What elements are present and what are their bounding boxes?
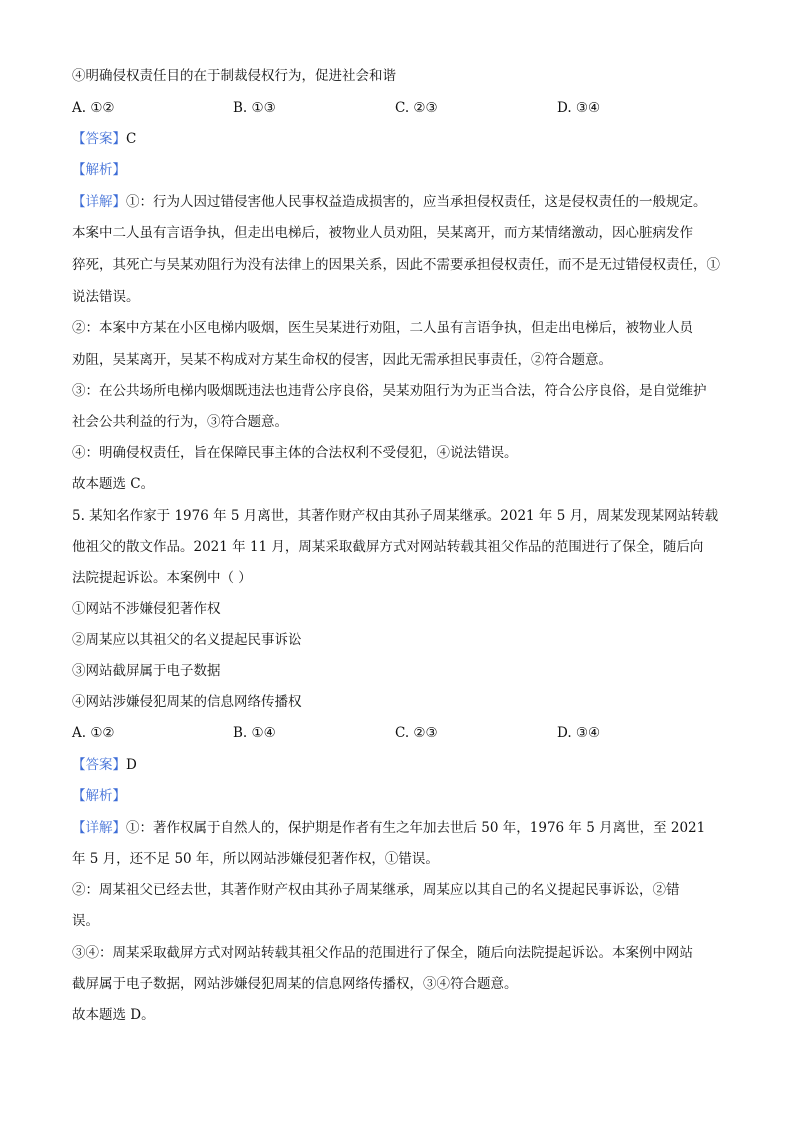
q5-stem-line-1: 5. 某知名作家于 1976 年 5 月离世，其著作财产权由其孙子周某继承。2021 年 5 月，周某发现某网站转载 — [72, 508, 719, 524]
detail-tag: 【详解】 — [72, 194, 126, 210]
q5-detail-line-1: 【详解】①：著作权属于自然人的，保护期是作者有生之年加去世后 50 年，1976 年 5 月离世，至 2021 — [72, 820, 706, 836]
q4-item-4: ④明确侵权责任目的在于制裁侵权行为，促进社会和谐 — [72, 68, 396, 84]
q4-detail-line-8: 社会公共利益的行为，③符合题意。 — [72, 414, 288, 430]
q4-option-d: D. ③④ — [557, 100, 601, 116]
q5-item-1: ①网站不涉嫌侵犯著作权 — [72, 601, 221, 617]
answer-value: D — [126, 757, 137, 773]
q5-detail-line-5: ③④：周某采取截屏方式对网站转载其祖父作品的范围进行了保全，随后向法院提起诉讼。本案例中网站 — [72, 945, 693, 961]
q4-option-a: A. ①② — [72, 100, 115, 116]
q5-item-4: ④网站涉嫌侵犯周某的信息网络传播权 — [72, 694, 302, 710]
q4-detail-line-3: 猝死，其死亡与吴某劝阻行为没有法律上的因果关系，因此不需要承担侵权责任，而不是无过错侵权责任，① — [72, 257, 720, 273]
q4-detail-line-1: 【详解】①：行为人因过错侵害他人民事权益造成损害的，应当承担侵权责任，这是侵权责任的一般规定。 — [72, 194, 707, 210]
q4-detail-line-2: 本案中二人虽有言语争执，但走出电梯后，被物业人员劝阻，吴某离开，而方某情绪激动，因心脏病发作 — [72, 225, 693, 241]
detail-tag: 【详解】 — [72, 820, 126, 836]
q5-option-b: B. ①④ — [233, 725, 276, 741]
q5-option-a: A. ①② — [72, 725, 115, 741]
answer-tag: 【答案】 — [72, 757, 126, 773]
q5-analysis-tag: 【解析】 — [72, 788, 126, 804]
q5-detail-line-4: 误。 — [72, 913, 99, 929]
q4-detail-line-5: ②：本案中方某在小区电梯内吸烟，医生吴某进行劝阻，二人虽有言语争执，但走出电梯后，被物业人员 — [72, 320, 693, 336]
q5-detail-line-2: 年 5 月，还不足 50 年，所以网站涉嫌侵犯著作权，①错误。 — [72, 851, 439, 867]
q5-item-2: ②周某应以其祖父的名义提起民事诉讼 — [72, 632, 302, 648]
q4-option-b: B. ①③ — [233, 100, 276, 116]
q5-option-c: C. ②③ — [395, 725, 438, 741]
q4-conclusion: 故本题选 C。 — [72, 476, 155, 492]
answer-tag: 【答案】 — [72, 131, 126, 147]
q4-option-c: C. ②③ — [395, 100, 438, 116]
q4-detail-line-7: ③：在公共场所电梯内吸烟既违法也违背公序良俗，吴某劝阻行为为正当合法，符合公序良俗，是自觉维护 — [72, 383, 707, 399]
q4-detail-line-4: 说法错误。 — [72, 289, 140, 305]
q5-detail-line-6: 截屏属于电子数据，网站涉嫌侵犯周某的信息网络传播权，③④符合题意。 — [72, 976, 518, 992]
q5-conclusion: 故本题选 D。 — [72, 1007, 155, 1023]
answer-value: C — [126, 131, 137, 147]
q5-answer — [72, 755, 137, 775]
q4-detail-line-6: 劝阻，吴某离开，吴某不构成对方某生命权的侵害，因此无需承担民事责任，②符合题意。 — [72, 352, 612, 368]
q5-stem-line-2: 他祖父的散文作品。2021 年 11 月，周某采取截屏方式对网站转载其祖父作品的范围进行了保全，随后向 — [72, 539, 704, 555]
q5-stem-line-3: 法院提起诉讼。本案例中（ ） — [72, 570, 252, 586]
q4-analysis-tag: 【解析】 — [72, 162, 126, 178]
q4-answer — [72, 129, 136, 149]
q5-option-d: D. ③④ — [557, 725, 601, 741]
q5-detail-line-3: ②：周某祖父已经去世，其著作财产权由其孙子周某继承，周某应以其自己的名义提起民事诉讼，②错 — [72, 882, 680, 898]
q4-detail-line-9: ④：明确侵权责任，旨在保障民事主体的合法权利不受侵犯，④说法错误。 — [72, 445, 518, 461]
q5-item-3: ③网站截屏属于电子数据 — [72, 663, 221, 679]
